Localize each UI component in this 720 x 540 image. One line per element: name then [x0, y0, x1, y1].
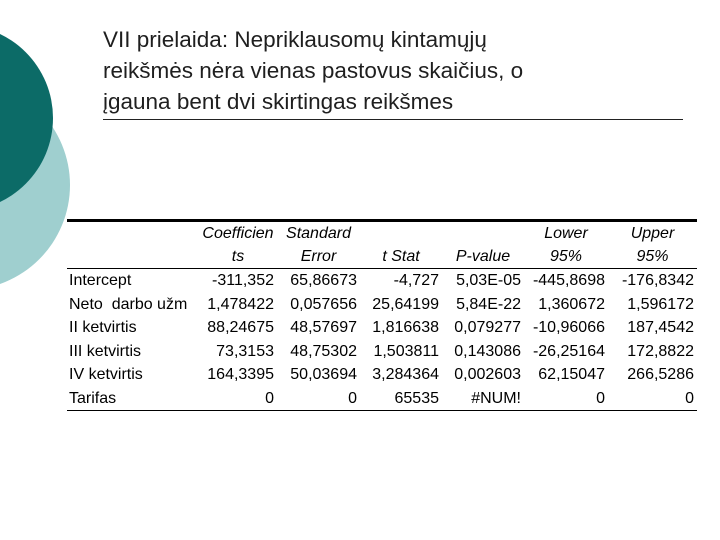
table-cell: -176,8342 — [621, 272, 694, 289]
header-cell — [67, 245, 199, 269]
table-cell: 266,5286 — [627, 366, 694, 383]
table-cell: 65535 — [360, 387, 442, 411]
table-cell: -26,25164 — [532, 342, 605, 360]
table-cell: 48,75302 — [290, 342, 357, 360]
table-cell: 1,478422 — [207, 295, 274, 313]
header-cell: Lower — [524, 221, 608, 246]
table-cell: 5,84E-22 — [456, 295, 521, 313]
table-cell: 0 — [524, 387, 608, 411]
table-row — [67, 340, 697, 364]
title-line-1: VII prielaida: Nepriklausomų kintamųjų — [103, 27, 487, 52]
row-label: III ketvirtis — [69, 342, 142, 360]
table-row — [67, 293, 697, 317]
row-label: IV ketvirtis — [69, 366, 143, 383]
table-cell: 0,143086 — [454, 342, 521, 360]
table-cell: 73,3153 — [216, 342, 274, 360]
table-cell: 5,03E-05 — [456, 272, 521, 289]
title-line-3: įgauna bent dvi skirtingas reikšmes — [103, 89, 454, 114]
table-cell: 0 — [608, 387, 697, 411]
table-cell: 88,24675 — [207, 319, 274, 336]
table-cell: 65,86673 — [290, 272, 357, 289]
table-cell: #NUM! — [442, 387, 524, 411]
header-cell: Coefficien — [199, 221, 277, 246]
regression-table — [67, 219, 697, 411]
header-cell: P-value — [442, 245, 524, 269]
table-cell: 0,057656 — [290, 295, 357, 313]
header-cell — [442, 221, 524, 246]
table-cell: 1,816638 — [372, 319, 439, 336]
row-label: Neto darbo užm — [69, 295, 188, 313]
table-cell: 48,57697 — [290, 319, 357, 336]
header-cell: Upper — [608, 221, 697, 246]
table-cell: 62,15047 — [538, 366, 605, 383]
table-cell: 172,8822 — [627, 342, 694, 360]
header-row — [67, 221, 697, 246]
table-cell: 164,3395 — [207, 366, 274, 383]
slide-title — [103, 24, 688, 117]
header-cell: 95% — [524, 245, 608, 269]
table-cell: -445,8698 — [532, 272, 605, 289]
row-label: Intercept — [69, 272, 132, 289]
header-row — [67, 245, 697, 269]
table-cell: 3,284364 — [372, 366, 439, 383]
row-label: Tarifas — [67, 387, 199, 411]
header-cell — [360, 221, 442, 246]
table-row — [67, 363, 697, 387]
table-row — [67, 269, 697, 293]
table-cell: -10,96066 — [532, 319, 605, 336]
table-cell: 50,03694 — [290, 366, 357, 383]
header-cell — [67, 221, 199, 246]
table-row — [67, 387, 697, 411]
title-underline — [103, 119, 683, 120]
title-line-2: reikšmės nėra vienas pastovus skaičius, o — [103, 58, 524, 83]
table-cell: -311,352 — [212, 272, 274, 289]
table-cell: 0 — [277, 387, 360, 411]
table-row — [67, 316, 697, 340]
table-cell: -4,727 — [393, 272, 439, 289]
table-cell: 0 — [199, 387, 277, 411]
table-cell: 1,360672 — [538, 295, 605, 313]
table-cell: 187,4542 — [627, 319, 694, 336]
header-cell: ts — [199, 245, 277, 269]
table-cell: 1,596172 — [627, 295, 694, 313]
table-cell: 1,503811 — [373, 342, 439, 360]
table-cell: 0,002603 — [454, 366, 521, 383]
header-cell: 95% — [608, 245, 697, 269]
table-cell: 25,64199 — [372, 295, 439, 313]
header-cell: Error — [277, 245, 360, 269]
header-cell: t Stat — [360, 245, 442, 269]
table-cell: 0,079277 — [454, 319, 521, 336]
header-cell: Standard — [277, 221, 360, 246]
row-label: II ketvirtis — [69, 319, 137, 336]
